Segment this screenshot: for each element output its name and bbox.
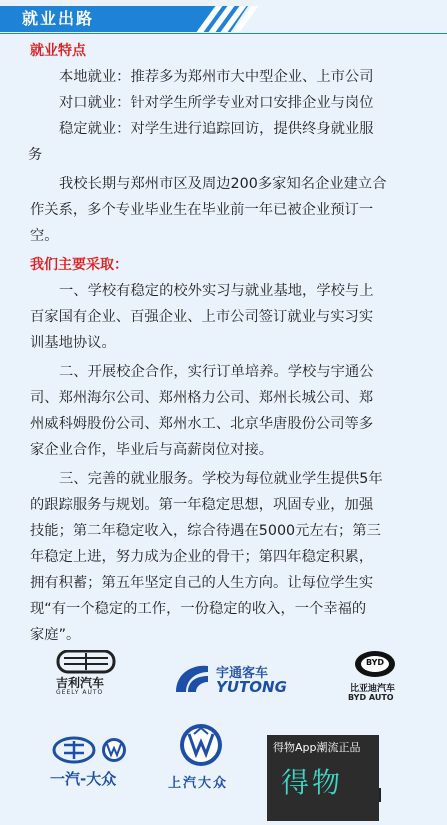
feature-matched: 对口就业：针对学生所学专业对口安排企业与岗位 xyxy=(59,95,374,111)
measure3-line: 三、完善的就业服务。学校为每位就业学生提供5年 xyxy=(59,471,383,487)
measure3-line: 拥有积蓄；第五年坚定自己的人生方向。让每位学生实 xyxy=(30,575,374,591)
measures-heading: 我们主要采取： xyxy=(30,257,128,273)
ad-banner[interactable] xyxy=(267,735,379,821)
ad-title: 得物App潮流正品 xyxy=(273,741,361,754)
section-header xyxy=(0,6,447,32)
faw-emblem-icon xyxy=(50,735,132,765)
employment-content xyxy=(30,38,426,648)
byd-logo xyxy=(340,650,410,706)
measure1-line: 一、学校有稳定的校外实习与就业基地，学校与上 xyxy=(59,283,374,299)
measure2-line: 家企业合作，毕业后与高薪岗位对接。 xyxy=(30,442,274,458)
feature-stable-cont: 务 xyxy=(28,147,43,163)
header-stripes xyxy=(190,6,254,32)
section-title: 就业出路 xyxy=(22,9,95,28)
geely-logo xyxy=(50,650,122,696)
faw-vw-logo xyxy=(50,735,132,789)
cooperation-line: 空。 xyxy=(30,228,59,244)
measure3-line: 家庭”。 xyxy=(30,627,81,643)
byd-name: 比亚迪汽车 xyxy=(350,684,396,694)
saic-vw-name: 上汽大众 xyxy=(168,776,229,791)
measure3-line: 现“有一个稳定的工作，一份稳定的收入，一个幸福的 xyxy=(30,601,367,617)
measure3-line: 的跟踪服务与规划。第一年稳定思想，巩固专业，加强 xyxy=(30,497,374,513)
cooperation-line: 作关系，多个专业毕业生在毕业前一年已被企业预订一 xyxy=(30,202,374,218)
feature-stable: 稳定就业：对学生进行追踪回访，提供终身就业服 xyxy=(59,121,374,137)
measure3-line: 年稳定上进，努力成为企业的骨干；第四年稳定积累， xyxy=(30,549,374,565)
measure2-line: 州威科姆股份公司、郑州水工、北京华唐股份公司等多 xyxy=(30,416,374,432)
ad-brand-mark: 得物 xyxy=(281,766,344,799)
faw-vw-name: 一汽-大众 xyxy=(50,770,117,788)
cooperation-line: 我校长期与郑州市区及周边200多家知名企业建立合 xyxy=(59,176,387,192)
measure1-line: 训基地协议。 xyxy=(30,335,116,351)
text-cursor xyxy=(379,788,381,802)
features-heading: 就业特点 xyxy=(30,43,86,59)
yutong-name: 宇通客车 xyxy=(216,666,269,681)
measure3-line: 技能；第二年稳定收入，综合待遇在5000元左右；第三 xyxy=(30,523,381,539)
feature-local: 本地就业：推荐多为郑州市大中型企业、上市公司 xyxy=(59,69,374,85)
byd-name-en: BYD AUTO xyxy=(348,693,394,702)
yutong-logo xyxy=(172,660,292,698)
measure1-line: 百家国有企业、百强企业、上市公司签订就业与实习实 xyxy=(30,309,374,325)
geely-name-en: GEELY AUTO xyxy=(56,689,104,696)
yutong-emblem-icon xyxy=(172,660,212,696)
saic-vw-logo xyxy=(168,722,238,794)
vw-emblem-icon xyxy=(178,722,224,768)
yutong-name-en: YUTONG xyxy=(216,678,287,696)
measure2-line: 二、开展校企合作，实行订单培养。学校与宇通公 xyxy=(59,364,374,380)
geely-name: 吉利汽车 xyxy=(56,676,105,690)
header-underline xyxy=(0,33,447,34)
geely-emblem-icon xyxy=(50,650,122,674)
measure2-line: 司、郑州海尔公司、郑州格力公司、郑州长城公司、郑 xyxy=(30,390,374,406)
byd-mark: BYD xyxy=(365,658,385,667)
